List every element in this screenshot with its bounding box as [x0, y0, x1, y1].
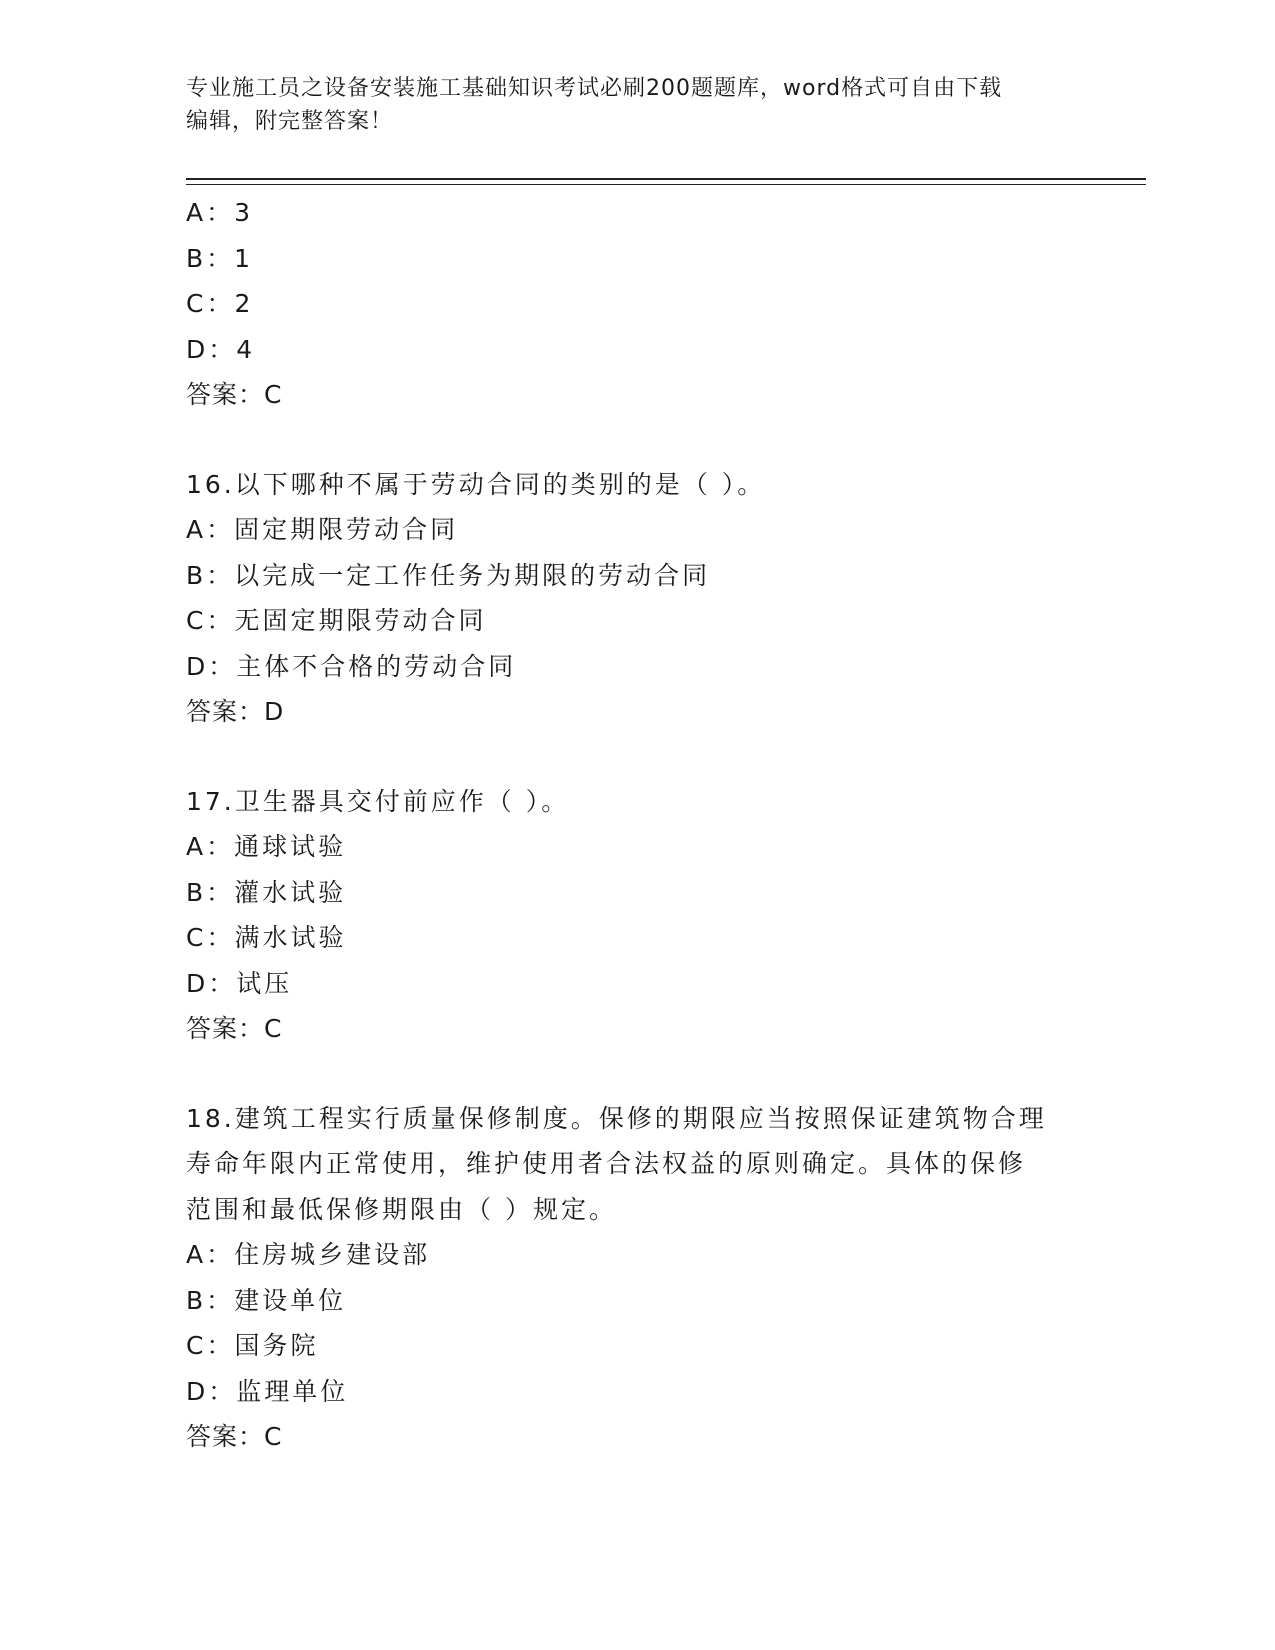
question-18: [186, 1096, 1086, 1460]
option-a: A：3: [186, 198, 254, 227]
header-divider-thick: [186, 178, 1146, 180]
option-a: A：固定期限劳动合同: [186, 515, 459, 544]
document-header: [186, 72, 1066, 138]
answer: 答案：C: [186, 380, 283, 409]
answer: 答案：C: [186, 1422, 283, 1451]
answer: 答案：C: [186, 1014, 283, 1043]
question-16: [186, 462, 1086, 735]
option-c: C：2: [186, 289, 254, 318]
option-c: C：满水试验: [186, 923, 347, 952]
question-stem-line-2: 寿命年限内正常使用，维护使用者合法权益的原则确定。具体的保修: [186, 1149, 1027, 1178]
option-b: B：1: [186, 243, 254, 273]
option-d: D：监理单位: [186, 1376, 349, 1406]
answer: 答案：D: [186, 697, 285, 726]
header-title-line-2: 编辑，附完整答案！: [186, 109, 394, 134]
header-title-line-1: 专业施工员之设备安装施工基础知识考试必刷200题题库，word格式可自由下载: [186, 76, 1003, 101]
question-stem: 17.卫生器具交付前应作（ ）。: [186, 786, 570, 816]
header-divider-thin: [186, 184, 1146, 185]
question-stem: 16.以下哪种不属于劳动合同的类别的是（ ）。: [186, 469, 766, 499]
question-15: [186, 190, 1086, 418]
question-stem: [186, 1096, 1066, 1233]
option-b: B：灌水试验: [186, 877, 347, 907]
option-d: D：4: [186, 334, 256, 364]
option-a: A：住房城乡建设部: [186, 1240, 431, 1269]
option-a: A：通球试验: [186, 832, 347, 861]
option-d: D：试压: [186, 968, 293, 998]
option-b: B：建设单位: [186, 1285, 347, 1315]
option-c: C：国务院: [186, 1331, 319, 1360]
question-17: [186, 779, 1086, 1052]
option-b: B：以完成一定工作任务为期限的劳动合同: [186, 560, 711, 590]
question-stem-line-1: 18.建筑工程实行质量保修制度。保修的期限应当按照保证建筑物合理: [186, 1103, 1047, 1133]
questions-content: [186, 190, 1086, 1460]
option-d: D：主体不合格的劳动合同: [186, 651, 517, 681]
option-c: C：无固定期限劳动合同: [186, 606, 487, 635]
question-stem-line-3: 范围和最低保修期限由（ ）规定。: [186, 1194, 617, 1224]
